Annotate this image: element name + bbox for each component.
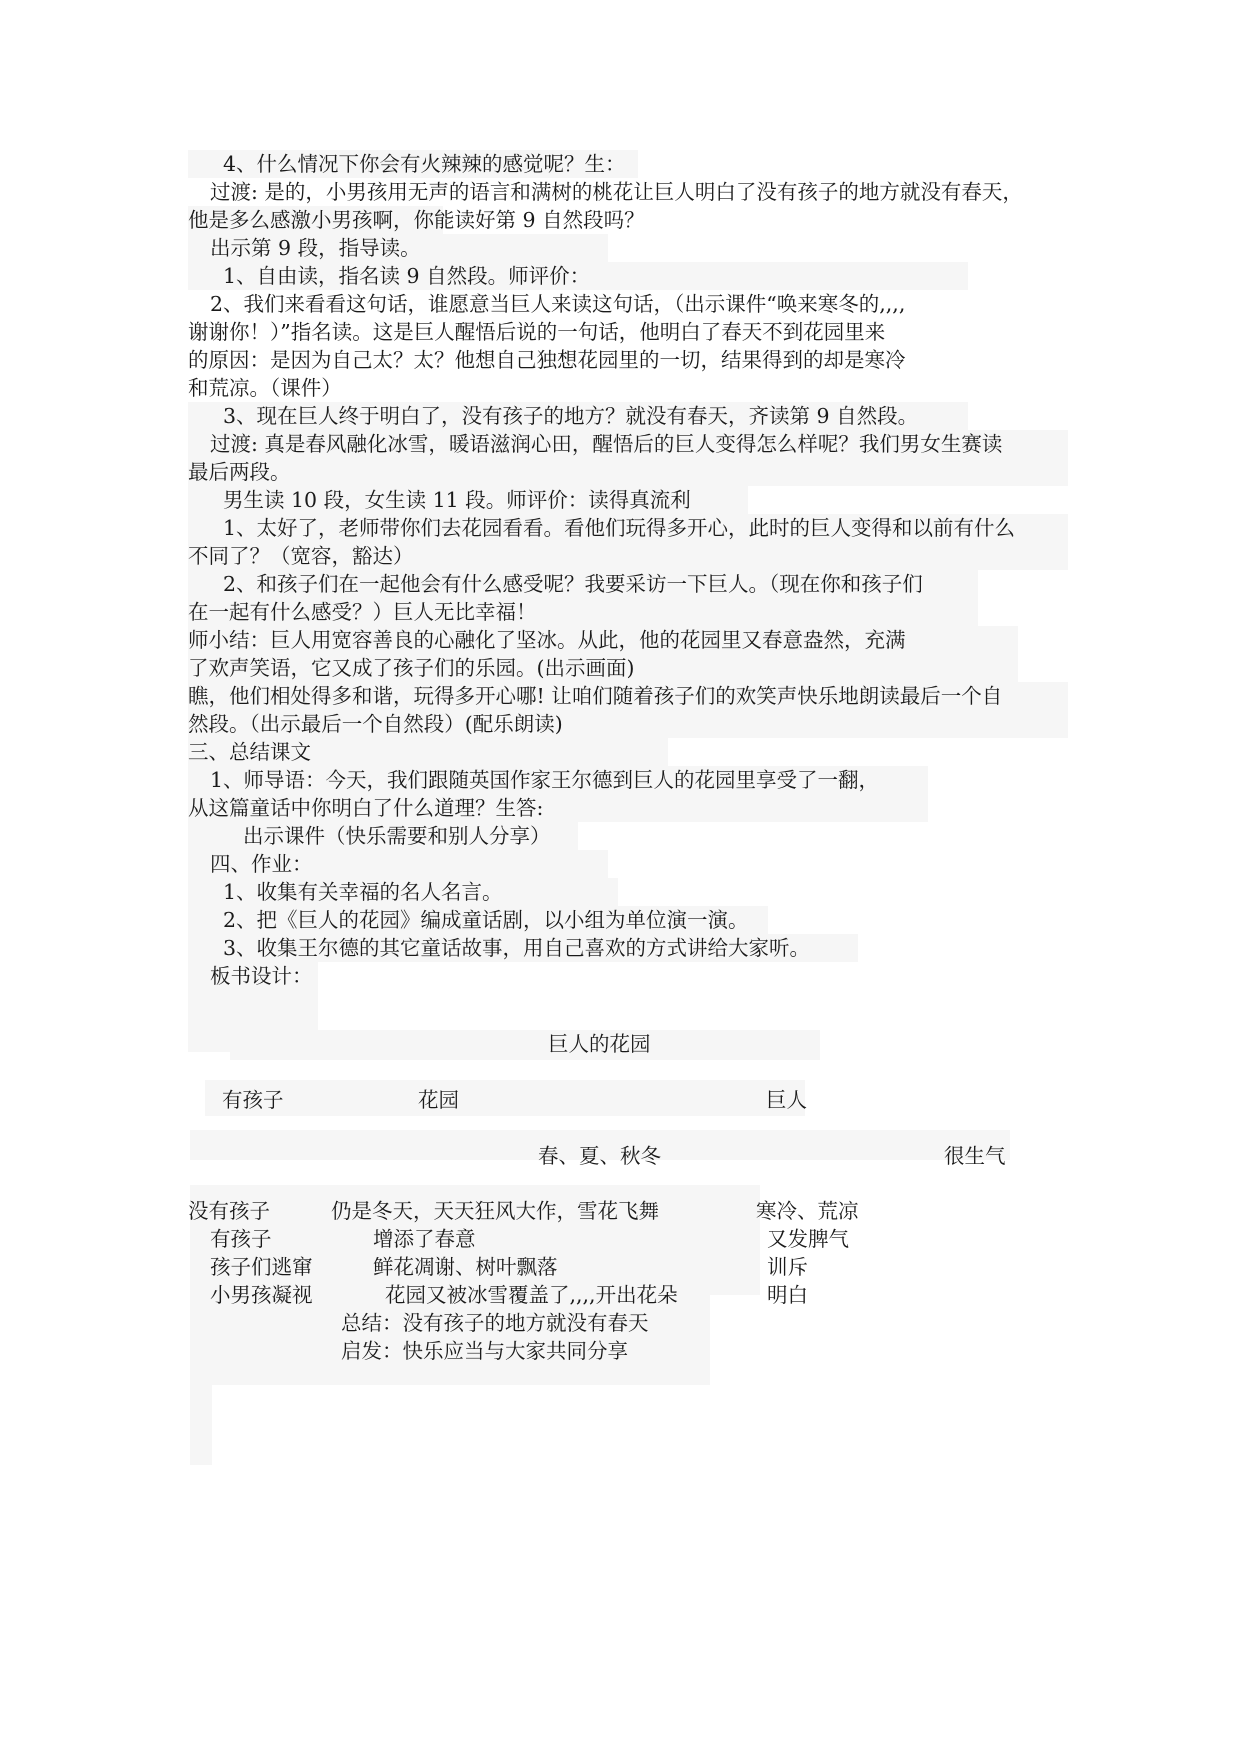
text-line: 不同了？（宽容，豁达）	[188, 544, 414, 568]
board-cell: 花园又被冰雪覆盖了,,,,开出花朵	[385, 1283, 678, 1307]
text-line: 4、什么情况下你会有火辣辣的感觉呢？生：	[223, 152, 626, 176]
board-cell: 小男孩凝视	[210, 1283, 313, 1307]
board-cell: 孩子们逃窜	[210, 1255, 313, 1279]
bg-band	[190, 1385, 212, 1465]
board-cell: 鲜花凋谢、树叶飘落	[373, 1255, 558, 1279]
text-line: 2、把《巨人的花园》编成童话剧，以小组为单位演一演。	[223, 908, 749, 932]
text-line: 瞧，他们相处得多和谐，玩得多开心哪! 让咱们随着孩子们的欢笑声快乐地朗读最后一个自	[188, 684, 1003, 708]
board-title: 巨人的花园	[548, 1032, 651, 1056]
board-cell: 增添了春意	[373, 1227, 476, 1251]
text-line: 出示第 9 段，指导读。	[210, 236, 421, 260]
board-cell: 又发脾气	[767, 1227, 849, 1251]
text-line: 3、收集王尔德的其它童话故事，用自己喜欢的方式讲给大家听。	[223, 936, 811, 960]
text-line: 和荒凉。（课件）	[188, 376, 342, 400]
board-cell: 明白	[767, 1283, 808, 1307]
text-line: 1、师导语：今天，我们跟随英国作家王尔德到巨人的花园里享受了一翻，	[210, 768, 880, 792]
text-line: 板书设计：	[210, 964, 313, 988]
text-line: 在一起有什么感受？）巨人无比幸福！	[188, 600, 537, 624]
section-heading: 四、作业：	[210, 852, 313, 876]
text-line: 1、收集有关幸福的名人名言。	[223, 880, 503, 904]
board-cell: 寒冷、荒凉	[756, 1199, 859, 1223]
board-summary: 总结：没有孩子的地方就没有春天	[341, 1311, 649, 1335]
board-inspire: 启发：快乐应当与大家共同分享	[341, 1339, 628, 1363]
board-cell: 仍是冬天，天天狂风大作，雪花飞舞	[331, 1199, 659, 1223]
text-line: 他是多么感激小男孩啊，你能读好第 9 自然段吗？	[188, 208, 645, 232]
board-seasons: 春、夏、秋冬	[538, 1144, 661, 1168]
text-line: 了欢声笑语，它又成了孩子们的乐园。(出示画面)	[188, 656, 635, 680]
text-line: 最后两段。	[188, 460, 291, 484]
board-cell: 训斥	[767, 1255, 808, 1279]
board-cell: 没有孩子	[188, 1199, 270, 1223]
text-line: 3、现在巨人终于明白了，没有孩子的地方？就没有春天，齐读第 9 自然段。	[223, 404, 919, 428]
text-line: 男生读 10 段，女生读 11 段。师评价：读得真流利	[223, 488, 691, 512]
board-head: 巨人	[766, 1088, 807, 1112]
section-heading: 三、总结课文	[188, 740, 311, 764]
text-line: 过渡: 是的，小男孩用无声的语言和满树的桃花让巨人明白了没有孩子的地方就没有春天，	[210, 180, 1023, 204]
text-line: 2、我们来看看这句话，谁愿意当巨人来读这句话，（出示课件“唤来寒冬的,,,,	[210, 292, 906, 316]
bg-band	[205, 1080, 805, 1116]
text-line: 出示课件（快乐需要和别人分享）	[243, 824, 551, 848]
board-head: 花园	[418, 1088, 459, 1112]
text-line: 从这篇童话中你明白了什么道理？生答:	[188, 796, 544, 820]
text-line: 1、自由读，指名读 9 自然段。师评价：	[223, 264, 591, 288]
text-line: 的原因：是因为自己太？太？他想自己独想花园里的一切，结果得到的却是寒冷	[188, 348, 906, 372]
text-line: 然段。（出示最后一个自然段）(配乐朗读)	[188, 712, 563, 736]
text-line: 谢谢你！）”指名读。这是巨人醒悟后说的一句话，他明白了春天不到花园里来	[188, 320, 886, 344]
board-head: 有孩子	[222, 1088, 284, 1112]
text-line: 师小结：巨人用宽容善良的心融化了坚冰。从此，他的花园里又春意盎然，充满	[188, 628, 906, 652]
text-line: 过渡: 真是春风融化冰雪，暖语滋润心田，醒悟后的巨人变得怎么样呢？我们男女生赛读	[210, 432, 1003, 456]
board-angry: 很生气	[944, 1144, 1006, 1168]
board-cell: 有孩子	[210, 1227, 272, 1251]
text-line: 2、和孩子们在一起他会有什么感受呢？我要采访一下巨人。（现在你和孩子们	[223, 572, 923, 596]
bg-band	[230, 1030, 820, 1060]
text-line: 1、太好了，老师带你们去花园看看。看他们玩得多开心，此时的巨人变得和以前有什么	[223, 516, 1016, 540]
